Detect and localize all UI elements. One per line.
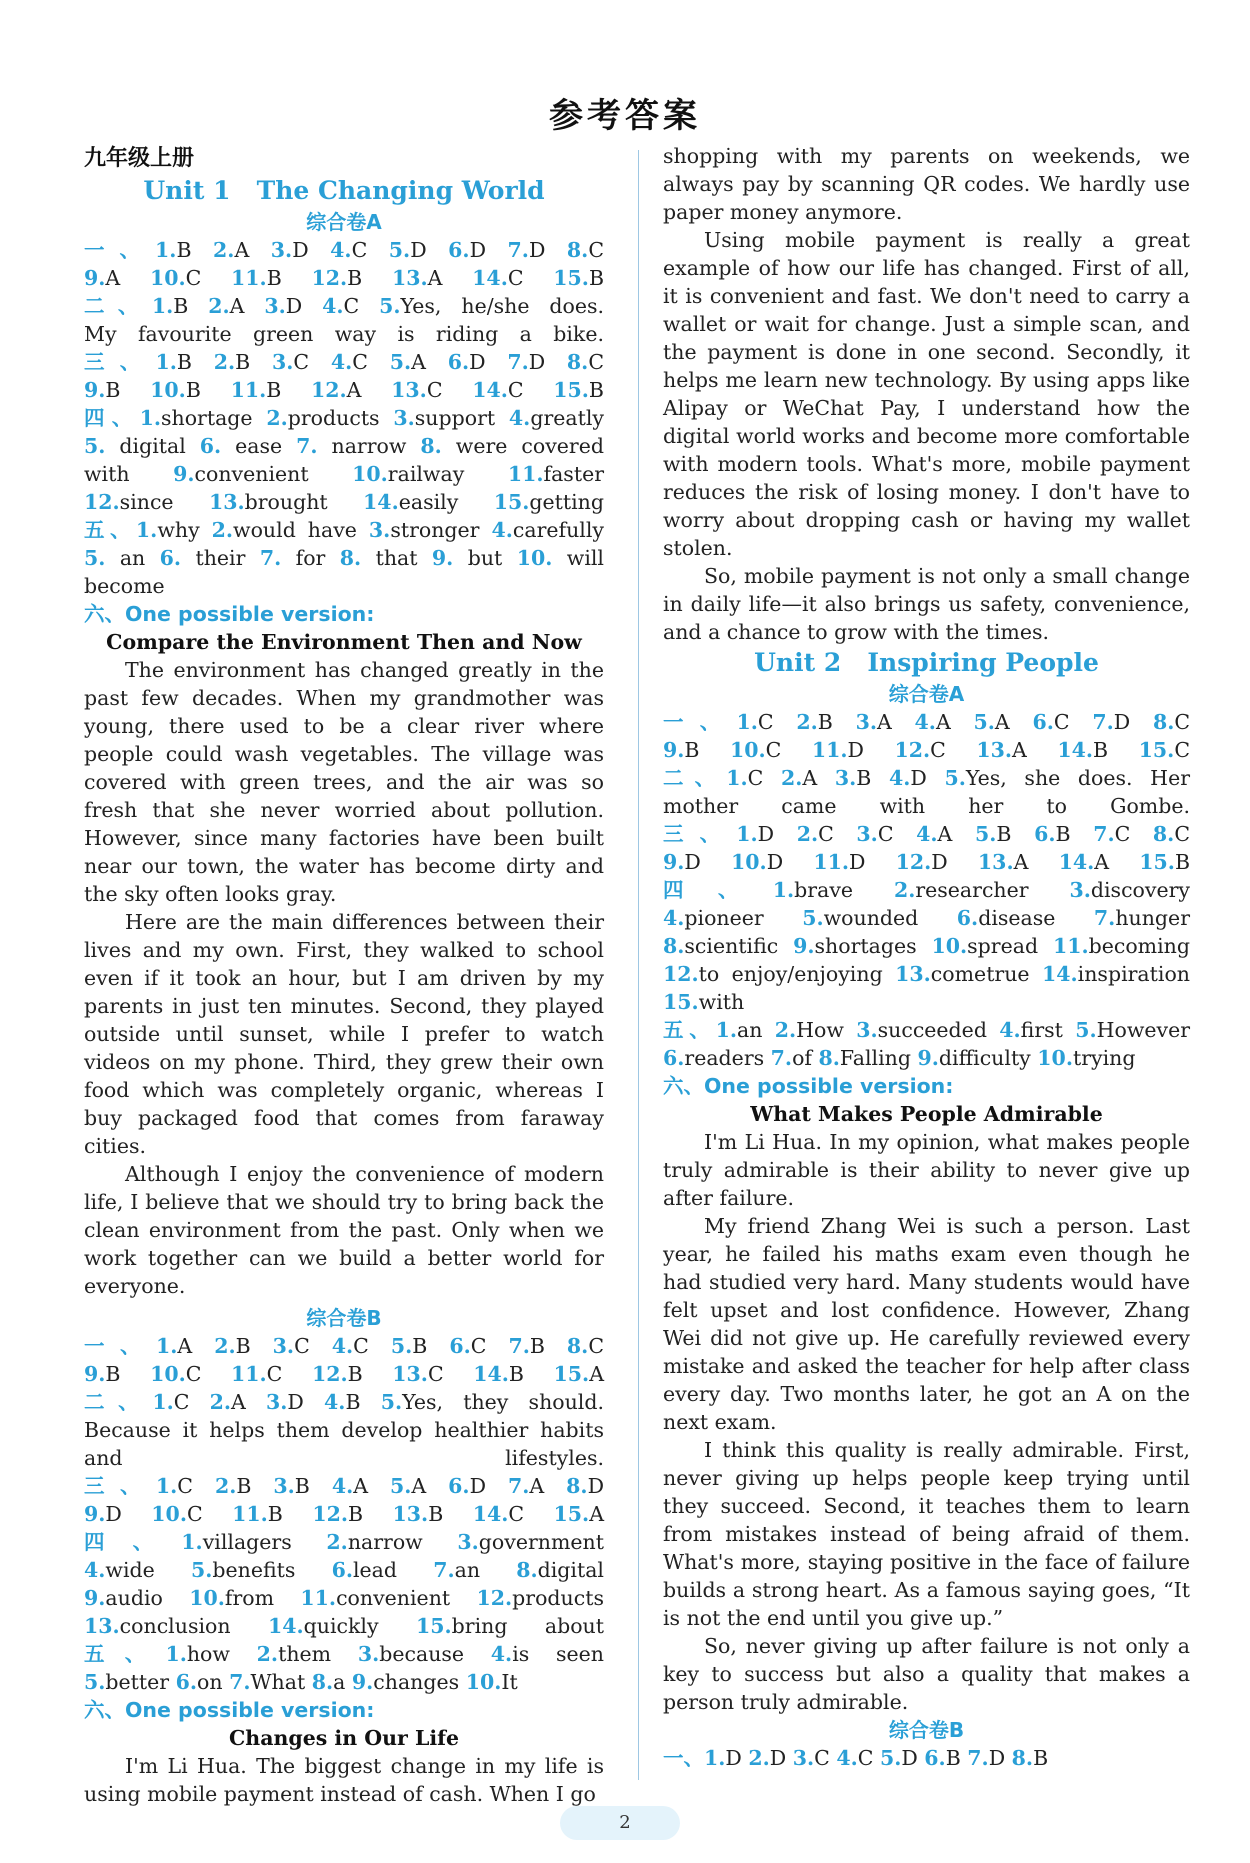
unit-2-paper-a-answers [663,708,1190,1072]
paper-a-title: 综合卷A [306,210,382,234]
answer-line: 三、1.B 2.B 3.C 4.C 5.A 6.D 7.D 8.C [84,350,605,374]
page-title: 参考答案 [549,96,701,136]
unit-1-title: Unit 1 The Changing World [143,176,545,205]
answer-line: 五、1.why 2.would have 3.stronger 4.carefully [84,518,604,542]
essay-paragraph: Although I enjoy the convenience of modern life, I believe that we should try to bring back the clean environment from the past. Only when we work together can we build a better world for everyone. [84,1162,604,1298]
essay-paragraph: I think this quality is really admirable. First, never giving up helps people keep trying until they succeed. Second, it teaches them to learn from mistakes instead of being afraid of them. What's more, staying positive in the face of failure builds a strong heart. As a famous saying goes, “It is not the end until you give up.” [663,1438,1190,1630]
essay-title: What Makes People Admirable [750,1102,1103,1126]
answer-line: 五、1.an 2.How 3.succeeded 4.first 5.However [663,1018,1191,1042]
essay-paragraph: So, mobile payment is not only a small change in daily life—it also brings us safety, convenience, and a chance to grow with the times. [663,564,1190,644]
essay-body-continued [663,142,1190,646]
paper-a-title: 综合卷A [888,682,965,706]
answer-line: 一、1.C 2.B 3.A 4.A 5.A 6.C 7.D 8.C [663,710,1191,734]
answer-line: 二、1.C 2.A 3.B 4.D 5.Yes, she does. Her [663,766,1190,790]
answer-line: 一、1.D 2.D 3.C 4.C 5.D 6.B 7.D 8.B [663,1746,1049,1770]
answer-line: mother came with her to Gombe. [663,794,1190,818]
answer-line: 9.A 10.C 11.B 12.B 13.A 14.C 15.B [84,266,605,290]
answer-line: 9.D 10.C 11.B 12.B 13.B 14.C 15.A [84,1502,605,1526]
answer-line: 6.readers 7.of 8.Falling 9.difficulty 10.trying [663,1046,1136,1070]
answer-line: 二、1.B 2.A 3.D 4.C 5.Yes, he/she does. [84,294,605,318]
answer-line: 4.pioneer 5.wounded 6.disease 7.hunger [663,906,1190,930]
essay-paragraph: I'm Li Hua. The biggest change in my life is using mobile payment instead of cash. When I go [84,1754,604,1806]
answer-line: My favourite green way is riding a bike. [84,322,604,346]
answer-line: 9.B 10.C 11.C 12.B 13.C 14.B 15.A [84,1362,605,1386]
essay-title: Compare the Environment Then and Now [106,630,582,654]
answer-line: and lifestyles. [84,1446,604,1470]
answer-line: 9.B 10.C 11.D 12.C 13.A 14.B 15.C [663,738,1190,762]
essay-version-heading: 六、One possible version: [663,1074,954,1098]
essay-paragraph: I'm Li Hua. In my opinion, what makes people truly admirable is their ability to never give up after failure. [663,1130,1190,1210]
answer-line: 二、1.C 2.A 3.D 4.B 5.Yes, they should. [84,1390,605,1414]
answer-line: 一、1.B 2.A 3.D 4.C 5.D 6.D 7.D 8.C [84,238,605,262]
unit-2-title: Unit 2 Inspiring People [754,648,1099,677]
essay-version-heading: 六、One possible version: [84,1698,375,1722]
essay-paragraph: Using mobile payment is really a great example of how our life has changed. First of all, it is convenient and fast. We don't need to carry a wallet or wait for change. Just a simple scan, and the payment is done in one second. Secondly, it helps me learn new technology. By using apps like Alipay or WeChat Pay, I understand how the digital world works and become more comfortable with modern tools. What's more, mobile payment reduces the risk of losing money. I don't have to worry about dropping cash or having my wallet stolen. [663,228,1190,560]
answer-line: 9.audio 10.from 11.convenient 12.products [84,1586,604,1610]
answer-line: 一、1.A 2.B 3.C 4.C 5.B 6.C 7.B 8.C [84,1334,605,1358]
essay-body [84,656,604,1300]
page-number: 2 [619,1812,631,1833]
left-column [84,144,604,1808]
answer-line: 12.since 13.brought 14.easily 15.getting [84,490,604,514]
answer-line: 5.better 6.on 7.What 8.a 9.changes 10.It [84,1670,518,1694]
column-divider [638,150,639,1780]
paper-b-title: 综合卷B [306,1306,382,1330]
grade-heading: 九年级上册 [84,146,195,171]
answer-line: 五、1.how 2.them 3.because 4.is seen [84,1642,604,1666]
essay-body [663,1128,1190,1716]
answer-line: 5. digital 6. ease 7. narrow 8. were covered [84,434,604,458]
paper-b-title: 综合卷B [888,1718,965,1742]
answer-line: 四、1.villagers 2.narrow 3.government [84,1530,604,1554]
answer-line: 12.to enjoy/enjoying 13.cometrue 14.inspiration [663,962,1190,986]
answer-line: 4.wide 5.benefits 6.lead 7.an 8.digital [84,1558,604,1582]
answer-line: Because it helps them develop healthier habits [84,1418,604,1442]
answer-line: 9.B 10.B 11.B 12.A 13.C 14.C 15.B [84,378,604,402]
essay-title: Changes in Our Life [228,1726,460,1750]
right-column [663,142,1190,1772]
answer-line: 13.conclusion 14.quickly 15.bring about [84,1614,604,1638]
answer-line: 5. an 6. their 7. for 8. that 9. but 10. will [84,546,604,570]
unit-1-paper-a-answers [84,236,604,600]
answer-line: with 9.convenient 10.railway 11.faster [84,462,604,486]
answer-line: become [84,574,165,598]
essay-version-heading: 六、One possible version: [84,602,375,626]
unit-1-paper-b-answers [84,1332,604,1696]
answer-line: 三、1.C 2.B 3.B 4.A 5.A 6.D 7.A 8.D [84,1474,604,1498]
essay-paragraph: The environment has changed greatly in the past few decades. When my grandmother was young, there used to be a clear river where people could wash vegetables. The village was covered with green trees, and the air was so fresh that she never worried about pollution. However, since many factories have been built near our town, the water has become dirty and the sky often looks gray. [84,658,604,906]
answer-line: 三、1.D 2.C 3.C 4.A 5.B 6.B 7.C 8.C [663,822,1190,846]
answer-line: 9.D 10.D 11.D 12.D 13.A 14.A 15.B [663,850,1191,874]
answer-line: 15.with [663,990,745,1014]
essay-paragraph: My friend Zhang Wei is such a person. Last year, he failed his maths exam even though he had studied very hard. Many students would have felt upset and lost confidence. However, Zhang Wei did not give up. He carefully reviewed every mistake and asked the teacher for help after class every day. Two months later, he got an A on the next exam. [663,1214,1190,1434]
unit-2-paper-b-answers [663,1744,1190,1772]
essay-paragraph: So, never giving up after failure is not only a key to success but also a quality that makes a person truly admirable. [663,1634,1190,1714]
essay-body [84,1752,604,1808]
essay-paragraph: Here are the main differences between their lives and my own. First, they walked to school even if it took an hour, but I am driven by my parents in just ten minutes. Second, they played outside until sunset, while I prefer to watch videos on my phone. Third, they grew their own food which was completely organic, whereas I buy packaged food that comes from faraway cities. [84,910,604,1158]
answer-line: 8.scientific 9.shortages 10.spread 11.becoming [663,934,1191,958]
essay-paragraph: shopping with my parents on weekends, we always pay by scanning QR codes. We hardly use paper money anymore. [663,144,1190,224]
answer-line: 四、1.brave 2.researcher 3.discovery [663,878,1190,902]
answer-line: 四、1.shortage 2.products 3.support 4.greatly [84,406,604,430]
